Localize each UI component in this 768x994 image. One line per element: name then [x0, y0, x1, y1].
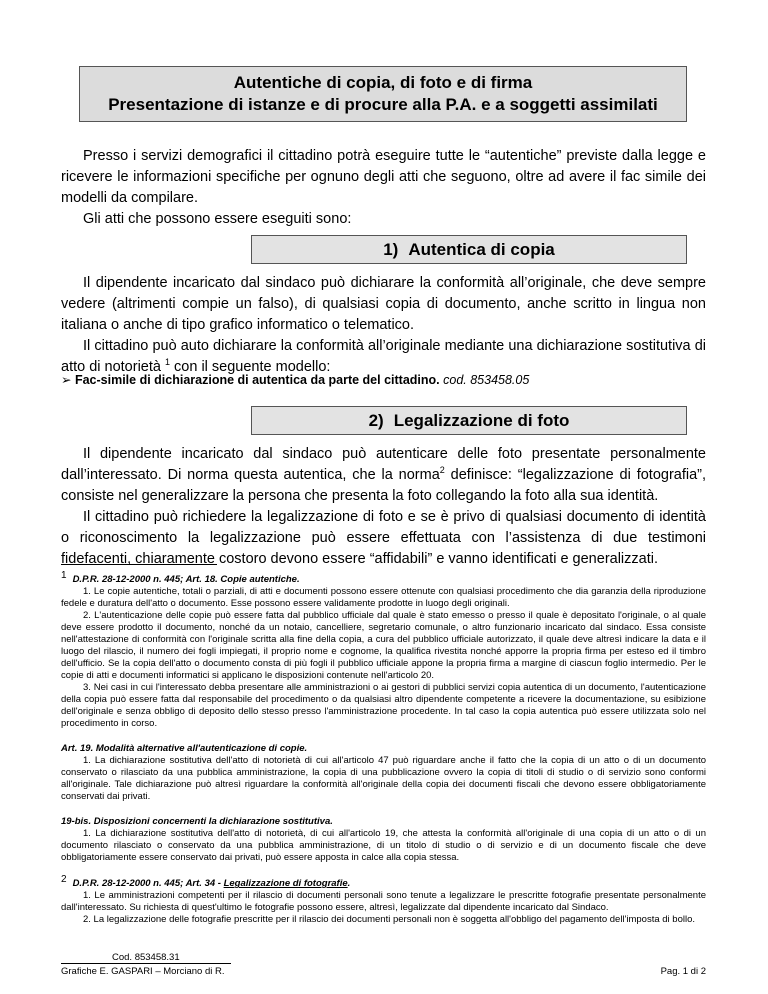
facsimile-code: cod. 853458.05 — [443, 373, 530, 387]
footnote-2-heading — [61, 874, 706, 890]
section-1-body — [61, 273, 706, 378]
section-2-heading — [251, 406, 687, 435]
title-line-2: Presentazione di istanze e di procure alla P.A. e a soggetti assimilati — [108, 95, 658, 114]
section-1-heading — [251, 235, 687, 264]
footer-code: Cod. 853458.31 — [112, 952, 180, 963]
footnote-1 — [61, 570, 706, 926]
art-19bis-heading: 19-bis. Disposizioni concernenti la dichiarazione sostitutiva. — [61, 816, 333, 828]
footnote-2-title-end: . — [347, 878, 351, 890]
footnote-ref-2[interactable]: 2 — [439, 465, 445, 476]
section-2-paragraph-2: Il cittadino può richiedere la legalizzazione di foto e se è privo di qualsiasi documento di identità o riconoscimento la legalizzazione può essere effettuata con l’assistenza di due testimoni fidefacenti, chiaramente costoro devono essere “affidabili” e vanno identificati e generalizzati. — [61, 509, 706, 567]
title-line-1: Autentiche di copia, di foto e di firma — [233, 73, 533, 92]
facsimile-label: Fac-simile di dichiarazione di autentica da parte del cittadino. — [74, 373, 440, 387]
footnote-1-par-2: 2. L'autenticazione delle copie può essere fatta dal pubblico ufficiale dal quale è stato emesso o presso il quale è depositato l'originale, o al quale deve essere prodotto il documento, nonché da un notaio, cancelliere, segretario comunale, o altro funzionario incaricato dal sindaco. Essa consiste nell'attestazione di conformità con l'originale scritta alla fine della copia, a cura del pubblico ufficiale autorizzato, il quale deve altresì indicare la data e il luogo del rilascio, il numero dei fogli impiegati, il proprio nome e cognome, la qualifica rivestita nonché apporre la propria firma per esteso ed il timbro dell'ufficio. Se la copia dell'atto o documento consta di più fogli il pubblico ufficiale appone la propria firma a margine di ciascun foglio intermedio. Per le copie di atti e documenti informatici si applicano le disposizioni contenute nell'articolo 20. — [61, 610, 706, 682]
intro-paragraph: Presso i servizi demografici il cittadino potrà eseguire tutte le “autentiche” previste dalla legge e ricevere le informazioni specifiche per ognuno degli atti che seguono, oltre ad avere il fac simile dei modelli da compilare. — [61, 148, 706, 206]
section-2-number: 2) — [368, 411, 384, 430]
footnote-1-par-3: 3. Nei casi in cui l'interessato debba presentare alle amministrazioni o ai gestori di pubblici servizi copia autentica di un documento, l'autenticazione della copia può essere fatta dal responsabile del procedimento o da qualsiasi altro dipendente competente a ricevere la documentazione, su esibizione dell'originale e senza obbligo di deposito dello stesso presso l'amministrazione procedente. In tal caso la copia autentica può essere utilizzata solo nel procedimento in corso. — [61, 682, 706, 730]
footnote-1-number: 1 — [61, 570, 67, 581]
footnote-1-heading — [61, 570, 706, 586]
footer-separator — [61, 963, 231, 964]
footer-printer: Grafiche E. GASPARI – Morciano di R. — [61, 966, 225, 977]
section-2-p1-text: Il dipendente incaricato dal sindaco può autenticare delle foto presentate personalmente dall’interessato. Di norma questa autentica, che la norma — [61, 446, 706, 483]
section-2-body — [61, 444, 706, 570]
footnote-2-number: 2 — [61, 874, 67, 886]
document-title-box — [79, 66, 687, 122]
footnote-separator — [61, 564, 217, 565]
footnote-2-par-2: 2. La legalizzazione delle fotografie prescritte per il rilascio dei documenti personali non è soggetta all'obbligo del pagamento dell'imposta di bollo. — [83, 914, 695, 926]
footnote-2-title-a: D.P.R. 28-12-2000 n. 445; Art. 34 - — [72, 878, 221, 890]
section-1-number: 1) — [383, 240, 399, 259]
art-19bis-par-1: 1. La dichiarazione sostitutiva dell'atto di notorietà, di cui all'articolo 19, che attesta la conformità all'originale di una copia di un atto o di un documento rilasciato o conservato da una pubblica amministrazione, di un titolo di studio o di servizio e di un documento fiscale che deve obbligatoriamente essere conservato dai privati, può essere apposta in calce alla copia stessa. — [61, 828, 706, 864]
facsimile-bullet — [61, 372, 529, 388]
art-19-heading: Art. 19. Modalità alternative all'autenticazione di copie. — [61, 743, 308, 755]
section-1-p2-text: Il cittadino può auto dichiarare la conformità all’originale mediante una dichiarazione sostitutiva di atto di notorietà — [61, 338, 706, 375]
section-1-title: Autentica di copia — [408, 240, 555, 259]
section-2-p1-tail: definisce: “legalizzazione di fotografia”, consiste nel generalizzare la persona che presenta la foto collegando la foto alla sua identità. — [61, 467, 707, 504]
section-2-paragraph-1 — [61, 444, 706, 507]
footer-page-number: Pag. 1 di 2 — [660, 966, 706, 977]
footnote-2-par-1: 1. Le amministrazioni competenti per il rilascio di documenti personali sono tenute a legalizzare le prescritte fotografie presentate personalmente dall'interessato. Su richiesta di quest'ultimo le fotografie possono essere, altresì, legalizzate dal dipendente incaricato dal Sindaco. — [61, 890, 706, 914]
footnote-ref-1[interactable]: 1 — [165, 357, 171, 368]
footnote-1-par-1: 1. Le copie autentiche, totali o parziali, di atti e documenti possono essere ottenute con qualsiasi procedimento che dia garanzia della riproduzione fedele e duratura dell'atto o documento. Esse possono essere validamente prodotte in luogo degli originali. — [61, 586, 706, 610]
section-1-paragraph-1: Il dipendente incaricato dal sindaco può dichiarare la conformità all’originale, che deve sempre vedere (altrimenti compie un falso), di qualsiasi copia di documento, anche scritto in lingua non italiana o anche di tipo grafico informatico o telematico. — [61, 275, 706, 333]
art-19-par-1: 1. La dichiarazione sostitutiva dell'atto di notorietà di cui all'articolo 47 può riguardare anche il fatto che la copia di un atto o di un documento conservato o rilasciato da una pubblica amministrazione, la copia di una pubblicazione ovvero la copia di titoli di studio o di servizio sono conformi all'originale. Tale dichiarazione può altresì riguardare la conformità all'originale della copia dei documenti fiscali che devono essere obbligatoriamente conservati dai privati. — [61, 755, 706, 803]
bullet-arrow-icon: ➢ — [61, 373, 72, 387]
intro-section — [61, 146, 706, 230]
footnote-1-title: D.P.R. 28-12-2000 n. 445; Art. 18. Copie autentiche. — [72, 574, 300, 586]
intro-lead: Gli atti che possono essere eseguiti sono: — [83, 211, 352, 227]
footnote-2-title-b: Legalizzazione di fotografie — [223, 878, 348, 890]
section-1-p2-tail: con il seguente modello: — [174, 359, 331, 375]
section-2-title: Legalizzazione di foto — [393, 411, 570, 430]
